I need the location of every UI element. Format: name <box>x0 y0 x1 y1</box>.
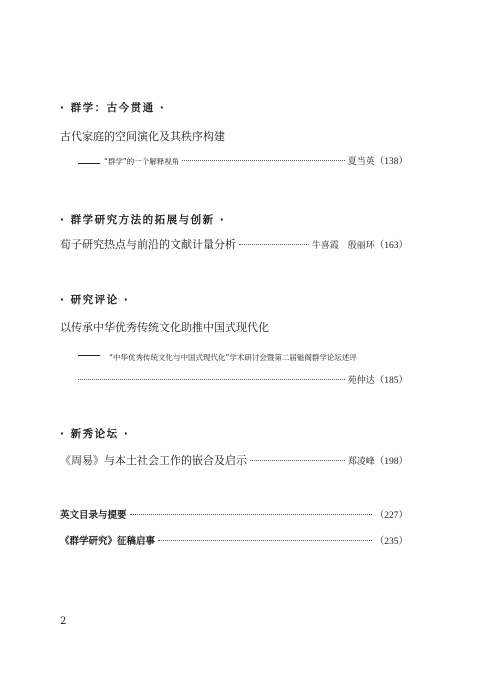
dot-leader <box>130 514 372 515</box>
author: 夏当英 <box>347 157 375 167</box>
back-matter-label: 英文目录与提要 <box>60 510 127 521</box>
dash-rule <box>78 163 100 164</box>
dash-rule <box>78 355 100 356</box>
back-matter-label: 《群学研究》征稿启事 <box>60 536 156 547</box>
page-number: 2 <box>60 616 67 627</box>
article-title: 《周易》与本土社会工作的嵌合及启示 <box>60 454 247 467</box>
section-heading: · 研究评论 · <box>60 294 130 306</box>
page-ref: （198） <box>374 457 408 467</box>
dot-leader <box>78 379 345 380</box>
page-ref: （235） <box>374 537 408 547</box>
author: 牛喜霞 殷丽环 <box>311 241 375 251</box>
author: 郑凌峰 <box>347 457 375 467</box>
toc-entry[interactable] <box>60 533 408 547</box>
page-ref: （163） <box>374 241 408 251</box>
author: 苑仲达 <box>347 376 375 386</box>
page-ref: （138） <box>374 157 408 167</box>
toc-entry[interactable] <box>60 452 408 468</box>
page-ref: （185） <box>374 376 408 386</box>
article-title: 古代家庭的空间演化及其秩序构建 <box>60 130 225 143</box>
dot-leader <box>239 244 309 245</box>
toc-entry[interactable] <box>60 507 408 521</box>
toc-entry[interactable] <box>60 236 408 252</box>
page-ref: （227） <box>374 511 408 521</box>
dot-leader <box>182 160 344 161</box>
toc-entry[interactable] <box>78 153 408 167</box>
article-title: 荀子研究热点与前沿的文献计量分析 <box>60 238 236 251</box>
article-subtitle: “中华优秀传统文化与中国式现代化”学术研讨会暨第二届魁阁群学论坛述评 <box>109 353 357 362</box>
section-heading: · 新秀论坛 · <box>60 428 130 440</box>
dot-leader <box>250 460 345 461</box>
section-heading: · 群学：古今贯通 · <box>60 102 166 114</box>
dot-leader <box>158 540 372 541</box>
subtitle-line <box>78 345 357 364</box>
article-title: 以传承中华优秀传统文化助推中国式现代化 <box>60 321 269 334</box>
section-heading: · 群学研究方法的拓展与创新 · <box>60 214 226 226</box>
toc-entry[interactable] <box>78 372 408 386</box>
article-subtitle: “群学”的一个解释视角 <box>104 157 180 166</box>
